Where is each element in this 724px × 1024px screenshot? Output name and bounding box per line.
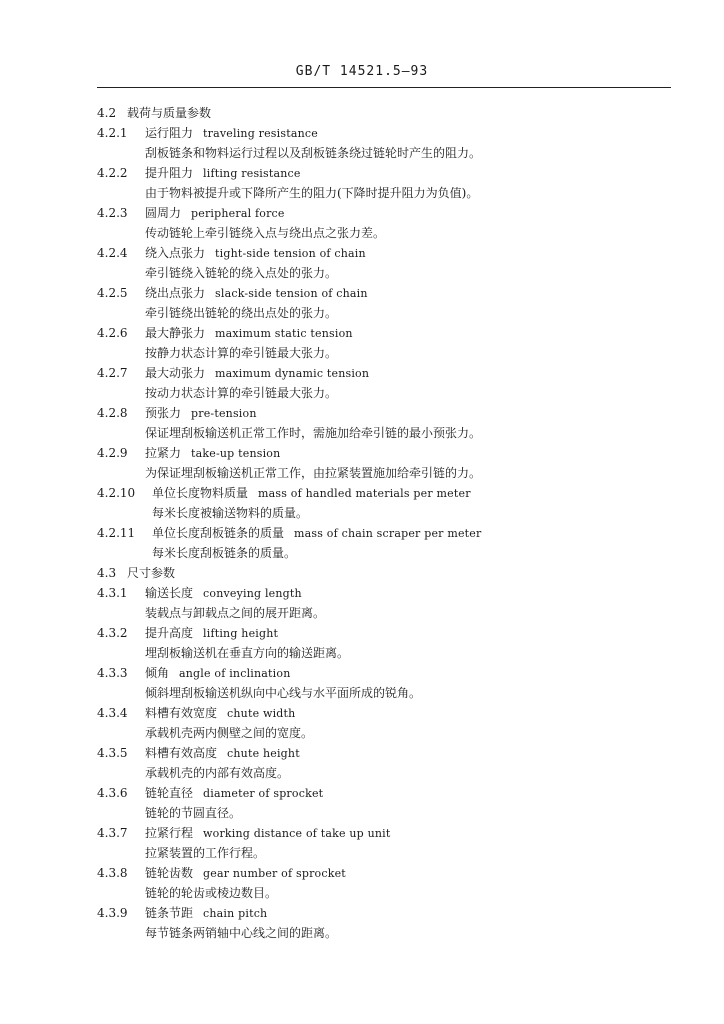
term-english: chute width xyxy=(227,707,296,720)
term-definition: 牵引链绕入链轮的绕入点处的张力。 xyxy=(145,266,338,280)
term-number: 4.2.11 xyxy=(97,526,136,540)
term-english: mass of handled materials per meter xyxy=(258,487,471,500)
term-chinese: 倾角 xyxy=(145,666,170,680)
term-definition: 每米长度刮板链条的质量。 xyxy=(152,546,297,560)
document-body xyxy=(97,103,677,943)
term-definition: 每节链条两销轴中心线之间的距离。 xyxy=(145,926,338,940)
term-definition: 承载机壳两内侧壁之间的宽度。 xyxy=(145,726,314,740)
term-entry xyxy=(97,623,677,663)
term-line xyxy=(97,903,677,923)
term-line xyxy=(97,403,677,423)
term-definition: 为保证埋刮板输送机正常工作，由拉紧装置施加给牵引链的力。 xyxy=(145,466,482,480)
term-english: lifting resistance xyxy=(203,167,301,180)
term-chinese: 拉紧行程 xyxy=(145,826,194,840)
section-number: 4.2 xyxy=(97,106,117,120)
term-chinese: 单位长度物料质量 xyxy=(152,486,249,500)
term-english: take-up tension xyxy=(191,447,281,460)
term-entry xyxy=(97,123,677,163)
term-entry xyxy=(97,483,677,523)
term-number: 4.2.8 xyxy=(97,406,128,420)
term-entry xyxy=(97,203,677,243)
term-chinese: 链轮直径 xyxy=(145,786,194,800)
term-line xyxy=(97,283,677,303)
term-definition: 埋刮板输送机在垂直方向的输送距离。 xyxy=(145,646,350,660)
term-line xyxy=(97,743,677,763)
section-title: 尺寸参数 xyxy=(127,566,176,580)
term-definition: 按动力状态计算的牵引链最大张力。 xyxy=(145,386,338,400)
term-chinese: 料槽有效高度 xyxy=(145,746,218,760)
term-entry xyxy=(97,443,677,483)
term-english: maximum static tension xyxy=(215,327,353,340)
term-line xyxy=(97,623,677,643)
term-english: pre-tension xyxy=(191,407,257,420)
term-chinese: 绕入点张力 xyxy=(145,246,206,260)
section-number: 4.3 xyxy=(97,566,117,580)
term-definition: 保证埋刮板输送机正常工作时，需施加给牵引链的最小预张力。 xyxy=(145,426,482,440)
term-definition: 刮板链条和物料运行过程以及刮板链条绕过链轮时产生的阻力。 xyxy=(145,146,482,160)
term-definition: 每米长度被输送物料的质量。 xyxy=(152,506,309,520)
term-definition: 承载机壳的内部有效高度。 xyxy=(145,766,290,780)
term-entry xyxy=(97,323,677,363)
term-entry xyxy=(97,863,677,903)
term-number: 4.3.4 xyxy=(97,706,128,720)
term-chinese: 输送长度 xyxy=(145,586,194,600)
term-definition: 链轮的轮齿或棱边数目。 xyxy=(145,886,278,900)
term-number: 4.3.5 xyxy=(97,746,128,760)
term-definition: 装载点与卸载点之间的展开距离。 xyxy=(145,606,326,620)
section-title: 载荷与质量参数 xyxy=(127,106,212,120)
term-entry xyxy=(97,703,677,743)
document-header: GB/T 14521.5—93 xyxy=(295,64,429,79)
term-line xyxy=(97,443,677,463)
term-number: 4.3.9 xyxy=(97,906,128,920)
term-definition: 牵引链绕出链轮的绕出点处的张力。 xyxy=(145,306,338,320)
term-number: 4.2.10 xyxy=(97,486,136,500)
term-entry xyxy=(97,783,677,823)
term-chinese: 圆周力 xyxy=(145,206,182,220)
term-english: mass of chain scraper per meter xyxy=(294,527,482,540)
term-number: 4.3.6 xyxy=(97,786,128,800)
term-line xyxy=(97,863,677,883)
term-chinese: 提升阻力 xyxy=(145,166,194,180)
term-number: 4.2.2 xyxy=(97,166,128,180)
term-number: 4.3.7 xyxy=(97,826,128,840)
term-chinese: 链轮齿数 xyxy=(145,866,194,880)
term-line xyxy=(97,163,677,183)
term-entry xyxy=(97,823,677,863)
term-line xyxy=(97,783,677,803)
term-english: peripheral force xyxy=(191,207,285,220)
term-line xyxy=(97,823,677,843)
term-line xyxy=(97,363,677,383)
term-entry xyxy=(97,243,677,283)
term-entry xyxy=(97,283,677,323)
term-entry xyxy=(97,363,677,403)
term-english: gear number of sprocket xyxy=(203,867,346,880)
term-number: 4.2.5 xyxy=(97,286,128,300)
term-chinese: 拉紧力 xyxy=(145,446,182,460)
section-heading xyxy=(97,563,677,583)
term-number: 4.2.4 xyxy=(97,246,128,260)
term-definition: 倾斜埋刮板输送机纵向中心线与水平面所成的锐角。 xyxy=(145,686,422,700)
term-english: chain pitch xyxy=(203,907,268,920)
term-chinese: 最大静张力 xyxy=(145,326,206,340)
term-chinese: 链条节距 xyxy=(145,906,194,920)
term-chinese: 预张力 xyxy=(145,406,182,420)
term-line xyxy=(97,663,677,683)
term-entry xyxy=(97,523,677,563)
term-number: 4.2.9 xyxy=(97,446,128,460)
term-entry xyxy=(97,663,677,703)
term-line xyxy=(97,703,677,723)
term-number: 4.3.2 xyxy=(97,626,128,640)
term-entry xyxy=(97,743,677,783)
term-english: conveying length xyxy=(203,587,302,600)
term-english: maximum dynamic tension xyxy=(215,367,370,380)
term-chinese: 单位长度刮板链条的质量 xyxy=(152,526,285,540)
term-definition: 按静力状态计算的牵引链最大张力。 xyxy=(145,346,338,360)
term-line xyxy=(97,123,677,143)
term-line xyxy=(97,243,677,263)
term-chinese: 提升高度 xyxy=(145,626,194,640)
term-number: 4.3.3 xyxy=(97,666,128,680)
term-chinese: 料槽有效宽度 xyxy=(145,706,218,720)
term-definition: 拉紧装置的工作行程。 xyxy=(145,846,266,860)
term-chinese: 最大动张力 xyxy=(145,366,206,380)
term-entry xyxy=(97,163,677,203)
term-line xyxy=(97,323,677,343)
term-english: angle of inclination xyxy=(179,667,291,680)
term-number: 4.3.1 xyxy=(97,586,128,600)
term-entry xyxy=(97,903,677,943)
term-english: diameter of sprocket xyxy=(203,787,324,800)
term-english: working distance of take up unit xyxy=(203,827,391,840)
section-heading xyxy=(97,103,677,123)
term-number: 4.2.3 xyxy=(97,206,128,220)
term-english: tight-side tension of chain xyxy=(215,247,366,260)
term-english: lifting height xyxy=(203,627,279,640)
term-number: 4.2.1 xyxy=(97,126,128,140)
term-number: 4.2.7 xyxy=(97,366,128,380)
term-chinese: 运行阻力 xyxy=(145,126,194,140)
term-english: slack-side tension of chain xyxy=(215,287,368,300)
term-number: 4.2.6 xyxy=(97,326,128,340)
term-definition: 由于物料被提升或下降所产生的阻力(下降时提升阻力为负值)。 xyxy=(145,186,479,200)
term-entry xyxy=(97,583,677,623)
term-number: 4.3.8 xyxy=(97,866,128,880)
term-entry xyxy=(97,403,677,443)
term-line xyxy=(97,523,677,543)
term-english: chute height xyxy=(227,747,300,760)
term-definition: 链轮的节圆直径。 xyxy=(145,806,242,820)
header-rule xyxy=(97,87,671,88)
term-chinese: 绕出点张力 xyxy=(145,286,206,300)
term-line xyxy=(97,583,677,603)
term-definition: 传动链轮上牵引链绕入点与绕出点之张力差。 xyxy=(145,226,386,240)
term-line xyxy=(97,203,677,223)
term-english: traveling resistance xyxy=(203,127,318,140)
term-line xyxy=(97,483,677,503)
